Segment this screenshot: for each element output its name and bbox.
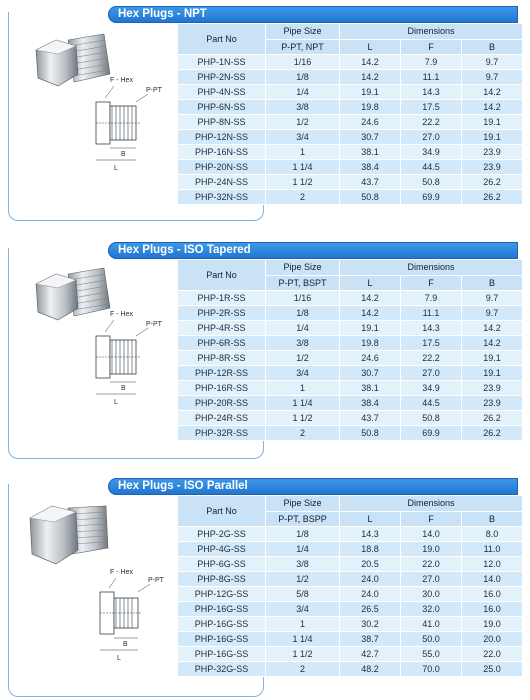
section-iso-parallel: [0, 472, 530, 700]
cell-pipe-size: 1 1/4: [266, 632, 340, 647]
col-pipe-sub: P-PT, BSPT: [266, 275, 340, 291]
table-row: [178, 662, 523, 677]
cell-part-no: PHP-20R-SS: [178, 396, 266, 411]
cell-part-no: PHP-8N-SS: [178, 115, 266, 130]
table-row: [178, 190, 523, 205]
table-row: [178, 647, 523, 662]
cell-f: 11.1: [401, 70, 462, 85]
label-l: L: [117, 655, 121, 662]
cell-pipe-size: 3/8: [266, 557, 340, 572]
table-row: [178, 381, 523, 396]
cell-l: 38.1: [340, 381, 401, 396]
table-row: [178, 130, 523, 145]
cell-b: 19.1: [462, 115, 523, 130]
table-row: [178, 351, 523, 366]
label-b: B: [121, 385, 126, 392]
cell-pipe-size: 2: [266, 426, 340, 441]
cell-b: 22.0: [462, 647, 523, 662]
section-title: Hex Plugs - NPT: [118, 8, 207, 20]
table-row: [178, 70, 523, 85]
cell-part-no: PHP-4G-SS: [178, 542, 266, 557]
cell-b: 26.2: [462, 190, 523, 205]
col-pipe-size: Pipe Size: [266, 260, 340, 276]
cell-part-no: PHP-16G-SS: [178, 617, 266, 632]
cell-b: 25.0: [462, 662, 523, 677]
cell-part-no: PHP-16G-SS: [178, 647, 266, 662]
cell-pipe-size: 1 1/4: [266, 160, 340, 175]
cell-f: 44.5: [401, 160, 462, 175]
cell-f: 55.0: [401, 647, 462, 662]
hex-plug-illustration: [12, 20, 172, 220]
section-title: Hex Plugs - ISO Parallel: [118, 480, 248, 492]
cell-b: 11.0: [462, 542, 523, 557]
table-row: [178, 55, 523, 70]
dimension-drawing: [100, 569, 165, 662]
cell-pipe-size: 1/8: [266, 527, 340, 542]
cell-b: 14.2: [462, 336, 523, 351]
cell-f: 34.9: [401, 381, 462, 396]
table-row: [178, 617, 523, 632]
table-row: [178, 572, 523, 587]
col-part-no: Part No: [178, 496, 266, 527]
cell-l: 24.0: [340, 587, 401, 602]
cell-b: 19.1: [462, 130, 523, 145]
col-b: B: [462, 39, 523, 55]
cell-part-no: PHP-16R-SS: [178, 381, 266, 396]
cell-b: 9.7: [462, 55, 523, 70]
cell-b: 23.9: [462, 396, 523, 411]
cell-part-no: PHP-2N-SS: [178, 70, 266, 85]
cell-l: 50.8: [340, 190, 401, 205]
cell-pipe-size: 1 1/2: [266, 175, 340, 190]
cell-b: 14.0: [462, 572, 523, 587]
col-pipe-sub: P-PT, NPT: [266, 39, 340, 55]
label-p-pt: P-PT: [146, 321, 162, 328]
cell-l: 42.7: [340, 647, 401, 662]
cell-pipe-size: 1: [266, 381, 340, 396]
cell-l: 30.7: [340, 366, 401, 381]
spec-table: [177, 259, 523, 441]
cell-part-no: PHP-32G-SS: [178, 662, 266, 677]
cell-l: 30.7: [340, 130, 401, 145]
cell-l: 43.7: [340, 411, 401, 426]
cell-part-no: PHP-4N-SS: [178, 85, 266, 100]
cell-l: 19.8: [340, 100, 401, 115]
cell-f: 17.5: [401, 336, 462, 351]
cell-pipe-size: 1/2: [266, 115, 340, 130]
table-row: [178, 145, 523, 160]
col-l: L: [340, 511, 401, 527]
cell-part-no: PHP-6N-SS: [178, 100, 266, 115]
cell-l: 19.1: [340, 321, 401, 336]
label-f-hex: F - Hex: [110, 77, 133, 84]
cell-part-no: PHP-12G-SS: [178, 587, 266, 602]
cell-part-no: PHP-2G-SS: [178, 527, 266, 542]
table-row: [178, 426, 523, 441]
label-b: B: [121, 151, 126, 158]
cell-part-no: PHP-16G-SS: [178, 602, 266, 617]
cell-l: 50.8: [340, 426, 401, 441]
col-pipe-size: Pipe Size: [266, 496, 340, 512]
col-b: B: [462, 511, 523, 527]
table-row: [178, 321, 523, 336]
cell-pipe-size: 1/4: [266, 85, 340, 100]
cell-b: 19.1: [462, 351, 523, 366]
label-l: L: [114, 399, 118, 406]
cell-part-no: PHP-16N-SS: [178, 145, 266, 160]
cell-b: 9.7: [462, 70, 523, 85]
cell-pipe-size: 1/4: [266, 321, 340, 336]
cell-pipe-size: 1 1/2: [266, 647, 340, 662]
table-row: [178, 557, 523, 572]
col-dimensions: Dimensions: [340, 24, 523, 40]
cell-f: 19.0: [401, 542, 462, 557]
cell-f: 27.0: [401, 572, 462, 587]
cell-l: 14.2: [340, 55, 401, 70]
cell-l: 26.5: [340, 602, 401, 617]
cell-pipe-size: 3/4: [266, 366, 340, 381]
cell-pipe-size: 1/8: [266, 70, 340, 85]
cell-pipe-size: 1/2: [266, 572, 340, 587]
label-f-hex: F - Hex: [110, 569, 133, 576]
cell-f: 7.9: [401, 55, 462, 70]
cell-l: 24.0: [340, 572, 401, 587]
cell-b: 23.9: [462, 381, 523, 396]
cell-pipe-size: 1 1/2: [266, 411, 340, 426]
col-part-no: Part No: [178, 24, 266, 55]
cell-f: 50.8: [401, 411, 462, 426]
table-row: [178, 175, 523, 190]
cell-f: 17.5: [401, 100, 462, 115]
cell-f: 50.8: [401, 175, 462, 190]
cell-part-no: PHP-16G-SS: [178, 632, 266, 647]
section-iso-tapered: [0, 236, 530, 461]
cell-pipe-size: 1: [266, 617, 340, 632]
table-row: [178, 85, 523, 100]
cell-pipe-size: 1/8: [266, 306, 340, 321]
cell-part-no: PHP-20N-SS: [178, 160, 266, 175]
cell-f: 70.0: [401, 662, 462, 677]
col-dimensions: Dimensions: [340, 260, 523, 276]
col-dimensions: Dimensions: [340, 496, 523, 512]
cell-b: 19.1: [462, 366, 523, 381]
col-f: F: [401, 275, 462, 291]
cell-f: 14.0: [401, 527, 462, 542]
cell-f: 22.0: [401, 557, 462, 572]
cell-pipe-size: 1/2: [266, 351, 340, 366]
table-row: [178, 291, 523, 306]
cell-f: 14.3: [401, 321, 462, 336]
cell-f: 14.3: [401, 85, 462, 100]
col-l: L: [340, 39, 401, 55]
cell-b: 20.0: [462, 632, 523, 647]
cell-f: 11.1: [401, 306, 462, 321]
cell-b: 8.0: [462, 527, 523, 542]
cell-f: 7.9: [401, 291, 462, 306]
cell-b: 14.2: [462, 321, 523, 336]
cell-part-no: PHP-12R-SS: [178, 366, 266, 381]
cell-b: 9.7: [462, 291, 523, 306]
cell-f: 22.2: [401, 351, 462, 366]
cell-pipe-size: 1/16: [266, 291, 340, 306]
cell-part-no: PHP-4R-SS: [178, 321, 266, 336]
cell-f: 22.2: [401, 115, 462, 130]
cell-l: 14.2: [340, 306, 401, 321]
table-row: [178, 160, 523, 175]
cell-f: 50.0: [401, 632, 462, 647]
col-l: L: [340, 275, 401, 291]
cell-b: 19.0: [462, 617, 523, 632]
cell-b: 12.0: [462, 557, 523, 572]
cell-l: 38.4: [340, 396, 401, 411]
col-pipe-sub: P-PT, BSPP: [266, 511, 340, 527]
table-row: [178, 542, 523, 557]
col-b: B: [462, 275, 523, 291]
cell-f: 69.9: [401, 426, 462, 441]
cell-b: 16.0: [462, 587, 523, 602]
cell-pipe-size: 1 1/4: [266, 396, 340, 411]
cell-pipe-size: 2: [266, 190, 340, 205]
col-f: F: [401, 39, 462, 55]
label-p-pt: P-PT: [148, 577, 164, 584]
col-pipe-size: Pipe Size: [266, 24, 340, 40]
table-row: [178, 527, 523, 542]
cell-part-no: PHP-1N-SS: [178, 55, 266, 70]
cell-pipe-size: 1/4: [266, 542, 340, 557]
cell-part-no: PHP-6R-SS: [178, 336, 266, 351]
cell-b: 14.2: [462, 85, 523, 100]
table-row: [178, 306, 523, 321]
cell-pipe-size: 1/16: [266, 55, 340, 70]
cell-part-no: PHP-24R-SS: [178, 411, 266, 426]
cell-part-no: PHP-6G-SS: [178, 557, 266, 572]
cell-l: 20.5: [340, 557, 401, 572]
cell-part-no: PHP-24N-SS: [178, 175, 266, 190]
cell-l: 19.8: [340, 336, 401, 351]
cell-part-no: PHP-12N-SS: [178, 130, 266, 145]
cell-part-no: PHP-2R-SS: [178, 306, 266, 321]
cell-part-no: PHP-8R-SS: [178, 351, 266, 366]
hex-plug-illustration: [12, 492, 172, 692]
section-title: Hex Plugs - ISO Tapered: [118, 244, 251, 256]
table-row: [178, 411, 523, 426]
label-p-pt: P-PT: [146, 87, 162, 94]
label-b: B: [123, 641, 128, 648]
cell-f: 41.0: [401, 617, 462, 632]
cell-f: 27.0: [401, 130, 462, 145]
cell-b: 16.0: [462, 602, 523, 617]
cell-pipe-size: 2: [266, 662, 340, 677]
cell-b: 23.9: [462, 160, 523, 175]
table-row: [178, 587, 523, 602]
cell-b: 23.9: [462, 145, 523, 160]
cell-part-no: PHP-1R-SS: [178, 291, 266, 306]
cell-l: 38.7: [340, 632, 401, 647]
spec-table: [177, 495, 523, 677]
cell-f: 44.5: [401, 396, 462, 411]
cell-l: 30.2: [340, 617, 401, 632]
cell-l: 38.1: [340, 145, 401, 160]
table-row: [178, 336, 523, 351]
cell-f: 34.9: [401, 145, 462, 160]
cell-pipe-size: 3/8: [266, 336, 340, 351]
cell-b: 26.2: [462, 175, 523, 190]
table-row: [178, 632, 523, 647]
cell-pipe-size: 3/4: [266, 602, 340, 617]
cell-part-no: PHP-8G-SS: [178, 572, 266, 587]
cell-l: 24.6: [340, 115, 401, 130]
cell-l: 19.1: [340, 85, 401, 100]
table-row: [178, 100, 523, 115]
cell-f: 30.0: [401, 587, 462, 602]
cell-l: 14.2: [340, 70, 401, 85]
table-row: [178, 396, 523, 411]
cell-pipe-size: 5/8: [266, 587, 340, 602]
cell-pipe-size: 1: [266, 145, 340, 160]
cell-b: 26.2: [462, 411, 523, 426]
cell-f: 27.0: [401, 366, 462, 381]
cell-b: 14.2: [462, 100, 523, 115]
label-l: L: [114, 165, 118, 172]
cell-l: 43.7: [340, 175, 401, 190]
spec-table: [177, 23, 523, 205]
cell-b: 26.2: [462, 426, 523, 441]
cell-l: 18.8: [340, 542, 401, 557]
section-npt: [0, 0, 530, 225]
hex-plug-illustration: [12, 256, 172, 456]
table-row: [178, 366, 523, 381]
cell-pipe-size: 3/8: [266, 100, 340, 115]
col-f: F: [401, 511, 462, 527]
label-f-hex: F - Hex: [110, 311, 133, 318]
cell-part-no: PHP-32N-SS: [178, 190, 266, 205]
cell-l: 24.6: [340, 351, 401, 366]
cell-pipe-size: 3/4: [266, 130, 340, 145]
cell-f: 69.9: [401, 190, 462, 205]
cell-l: 38.4: [340, 160, 401, 175]
dimension-drawing: [96, 77, 163, 172]
cell-f: 32.0: [401, 602, 462, 617]
cell-part-no: PHP-32R-SS: [178, 426, 266, 441]
table-row: [178, 602, 523, 617]
cell-l: 14.3: [340, 527, 401, 542]
dimension-drawing: [96, 311, 163, 406]
cell-l: 48.2: [340, 662, 401, 677]
col-part-no: Part No: [178, 260, 266, 291]
cell-b: 9.7: [462, 306, 523, 321]
cell-l: 14.2: [340, 291, 401, 306]
table-row: [178, 115, 523, 130]
